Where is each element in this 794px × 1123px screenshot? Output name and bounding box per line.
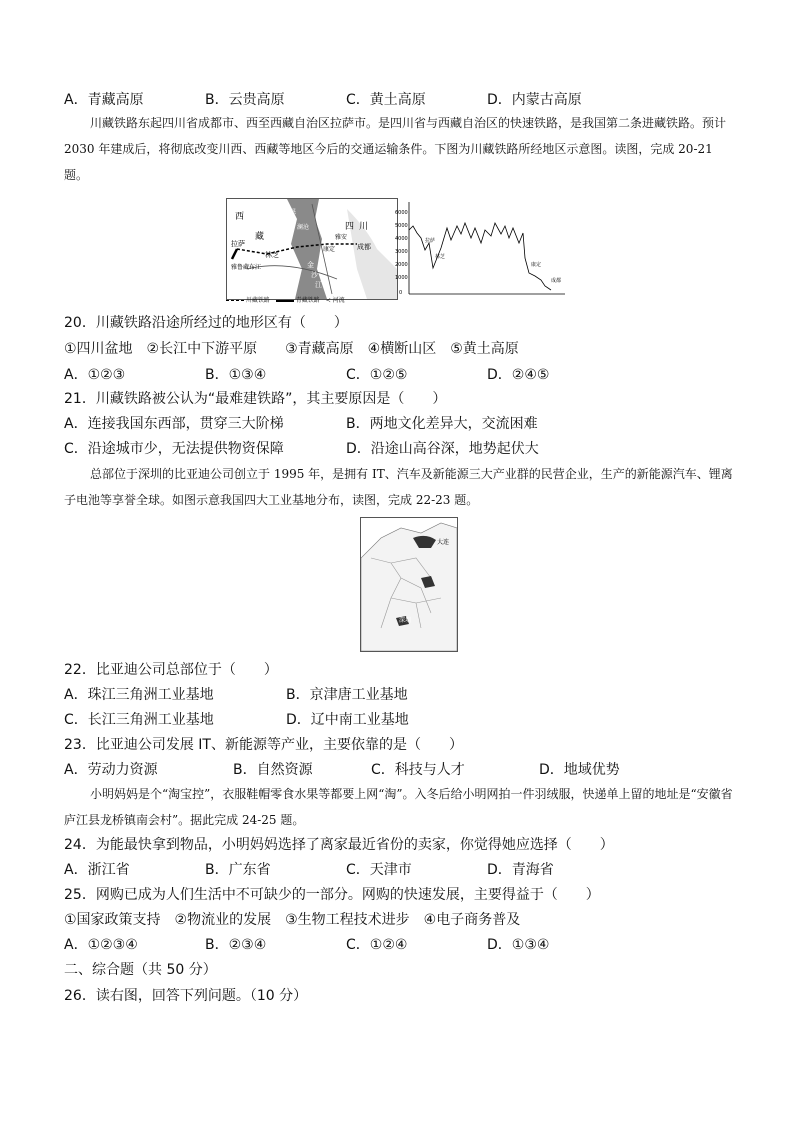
- q25-items: ①国家政策支持 ②物流业的发展 ③生物工程技术进步 ④电子商务普及: [64, 912, 521, 928]
- q22-stem: 22．比亚迪公司总部位于（ ）: [64, 662, 278, 678]
- map-label-xi: 西: [235, 212, 245, 222]
- map-label-chengdu: 成都: [357, 243, 371, 251]
- q26-stem: 26．读右图，回答下列问题。（10 分）: [64, 988, 308, 1004]
- map-label-yaan: 雅安: [335, 234, 348, 241]
- map-label-jin: 金: [307, 261, 314, 269]
- q24-stem: 24．为能最快拿到物品，小明妈妈选择了离家最近省份的卖家，你觉得她应选择（ ）: [64, 837, 614, 853]
- q20-stem: 20．川藏铁路沿途所经过的地形区有（ ）: [64, 315, 348, 331]
- passage-taobao: 小明妈妈是个“淘宝控”，衣服鞋帽零食水果等都要上网“淘”。入冬后给小明网拍一件羽绒服，快递单上留的地址是“安徽省庐江县龙桥镇南会村”。据此完成 24-25 题。: [64, 787, 733, 827]
- industrial-base-map-drawing: [361, 518, 457, 651]
- river-icon: ≺: [325, 297, 331, 304]
- profile-label-lhasa: 拉萨: [425, 238, 436, 244]
- q20-option-a: A．①②③: [64, 367, 126, 383]
- q23-option-c: C．科技与人才: [371, 762, 465, 778]
- profile-y-tick-6000: 6000: [395, 210, 408, 216]
- section-heading-comprehensive: 二、综合题（共 50 分）: [64, 962, 217, 978]
- q20-option-d: D．②④⑤: [487, 367, 550, 383]
- map-label-linzhi: 林芝: [265, 251, 279, 259]
- q22-option-a: A．珠江三角洲工业基地: [64, 687, 214, 703]
- industrial-base-map: [360, 517, 458, 652]
- q21-option-a: A．连接我国东西部，贯穿三大阶梯: [64, 416, 284, 432]
- map-label-shenzhen: 深圳: [399, 617, 412, 624]
- map-label-dalian: 大连: [437, 539, 450, 546]
- railway-map-drawing: [227, 199, 397, 299]
- profile-y-tick-4000: 4000: [395, 236, 408, 242]
- q20-option-c: C．①②⑤: [346, 367, 408, 383]
- q25-option-b: B．②③④: [205, 937, 267, 953]
- railway-map: [226, 198, 398, 300]
- q21-option-d: D．沿途山高谷深，地势起伏大: [346, 441, 539, 457]
- q22-option-d: D．辽中南工业基地: [286, 712, 409, 728]
- q23-stem: 23．比亚迪公司发展 IT、新能源等产业，主要依靠的是（ ）: [64, 737, 463, 753]
- q19-option-a: A．青藏高原: [64, 92, 144, 108]
- q21-option-b: B．两地文化差异大，交流困难: [346, 416, 538, 432]
- q25-option-d: D．①③④: [487, 937, 550, 953]
- legend-sichuan-tibet: 川藏铁路: [245, 297, 270, 304]
- q24-option-c: C．天津市: [346, 862, 412, 878]
- map-label-kangding: 康定: [323, 246, 336, 253]
- q25-option-a: A．①②③④: [64, 937, 138, 953]
- map-label-yarlung: 雅鲁藏布江: [231, 264, 262, 271]
- elevation-profile-drawing: [395, 198, 565, 298]
- passage-byd: 总部位于深圳的比亚迪公司创立于 1995 年，是拥有 IT、汽车及新能源三大产业群的民营企业，生产的新能源汽车、锂离子电池等享誉全球。如图示意我国四大工业基地分布，读图，完成 22-23 题。: [64, 467, 733, 507]
- q19-option-b: B．云贵高原: [205, 92, 285, 108]
- map-label-sha: 沙: [311, 271, 318, 279]
- map-label-chuan: 川: [359, 222, 369, 232]
- q20-option-b: B．①③④: [205, 367, 267, 383]
- q19-option-d: D．内蒙古高原: [487, 92, 582, 108]
- profile-label-kangding: 康定: [531, 262, 542, 268]
- q23-option-b: B．自然资源: [233, 762, 313, 778]
- q22-option-c: C．长江三角洲工业基地: [64, 712, 214, 728]
- profile-y-tick-0: 0: [399, 290, 403, 296]
- legend-river: 河流: [332, 297, 345, 304]
- profile-y-tick-3000: 3000: [395, 249, 408, 255]
- profile-label-linzhi: 林芝: [435, 254, 446, 260]
- q25-stem: 25．网购已成为人们生活中不可缺少的一部分。网购的快速发展，主要得益于（ ）: [64, 887, 600, 903]
- map-label-si: 四: [345, 222, 355, 232]
- q19-option-c: C．黄土高原: [346, 92, 426, 108]
- q20-items: ①四川盆地 ②长江中下游平原 ③青藏高原 ④横断山区 ⑤黄土高原: [64, 341, 519, 357]
- map-label-nu: 怒: [289, 208, 296, 216]
- legend-qinghai-tibet: 青藏铁路: [295, 297, 320, 304]
- q24-option-b: B．广东省: [205, 862, 271, 878]
- map-label-zang: 藏: [255, 232, 265, 242]
- elevation-profile-line: [409, 223, 551, 290]
- profile-y-tick-5000: 5000: [395, 223, 408, 229]
- q22-option-b: B．京津唐工业基地: [286, 687, 408, 703]
- q21-option-c: C．沿途城市少，无法提供物资保障: [64, 441, 284, 457]
- q23-option-a: A．劳动力资源: [64, 762, 158, 778]
- q21-stem: 21．川藏铁路被公认为“最难建铁路”，其主要原因是（ ）: [64, 391, 447, 407]
- q23-option-d: D．地域优势: [539, 762, 620, 778]
- map-label-lancang: 澜沧: [297, 224, 310, 231]
- q25-option-c: C．①②④: [346, 937, 408, 953]
- map-label-jiang: 江: [315, 281, 322, 289]
- profile-label-chengdu: 成都: [551, 278, 562, 284]
- q24-option-a: A．浙江省: [64, 862, 130, 878]
- q24-option-d: D．青海省: [487, 862, 554, 878]
- profile-y-tick-1000: 1000: [395, 275, 408, 281]
- passage-sichuan-tibet-railway: 川藏铁路东起四川省成都市、西至西藏自治区拉萨市。是四川省与西藏自治区的快速铁路，是我国第二条进藏铁路。预计 2030 年建成后，将彻底改变川西、西藏等地区今后的交通运输条件。下图为川藏铁路所经地区示意图。读图，完成 20-21 题。: [64, 116, 727, 182]
- elevation-profile: [395, 198, 565, 298]
- map-label-lhasa: 拉萨: [231, 240, 245, 248]
- profile-y-tick-2000: 2000: [395, 262, 408, 268]
